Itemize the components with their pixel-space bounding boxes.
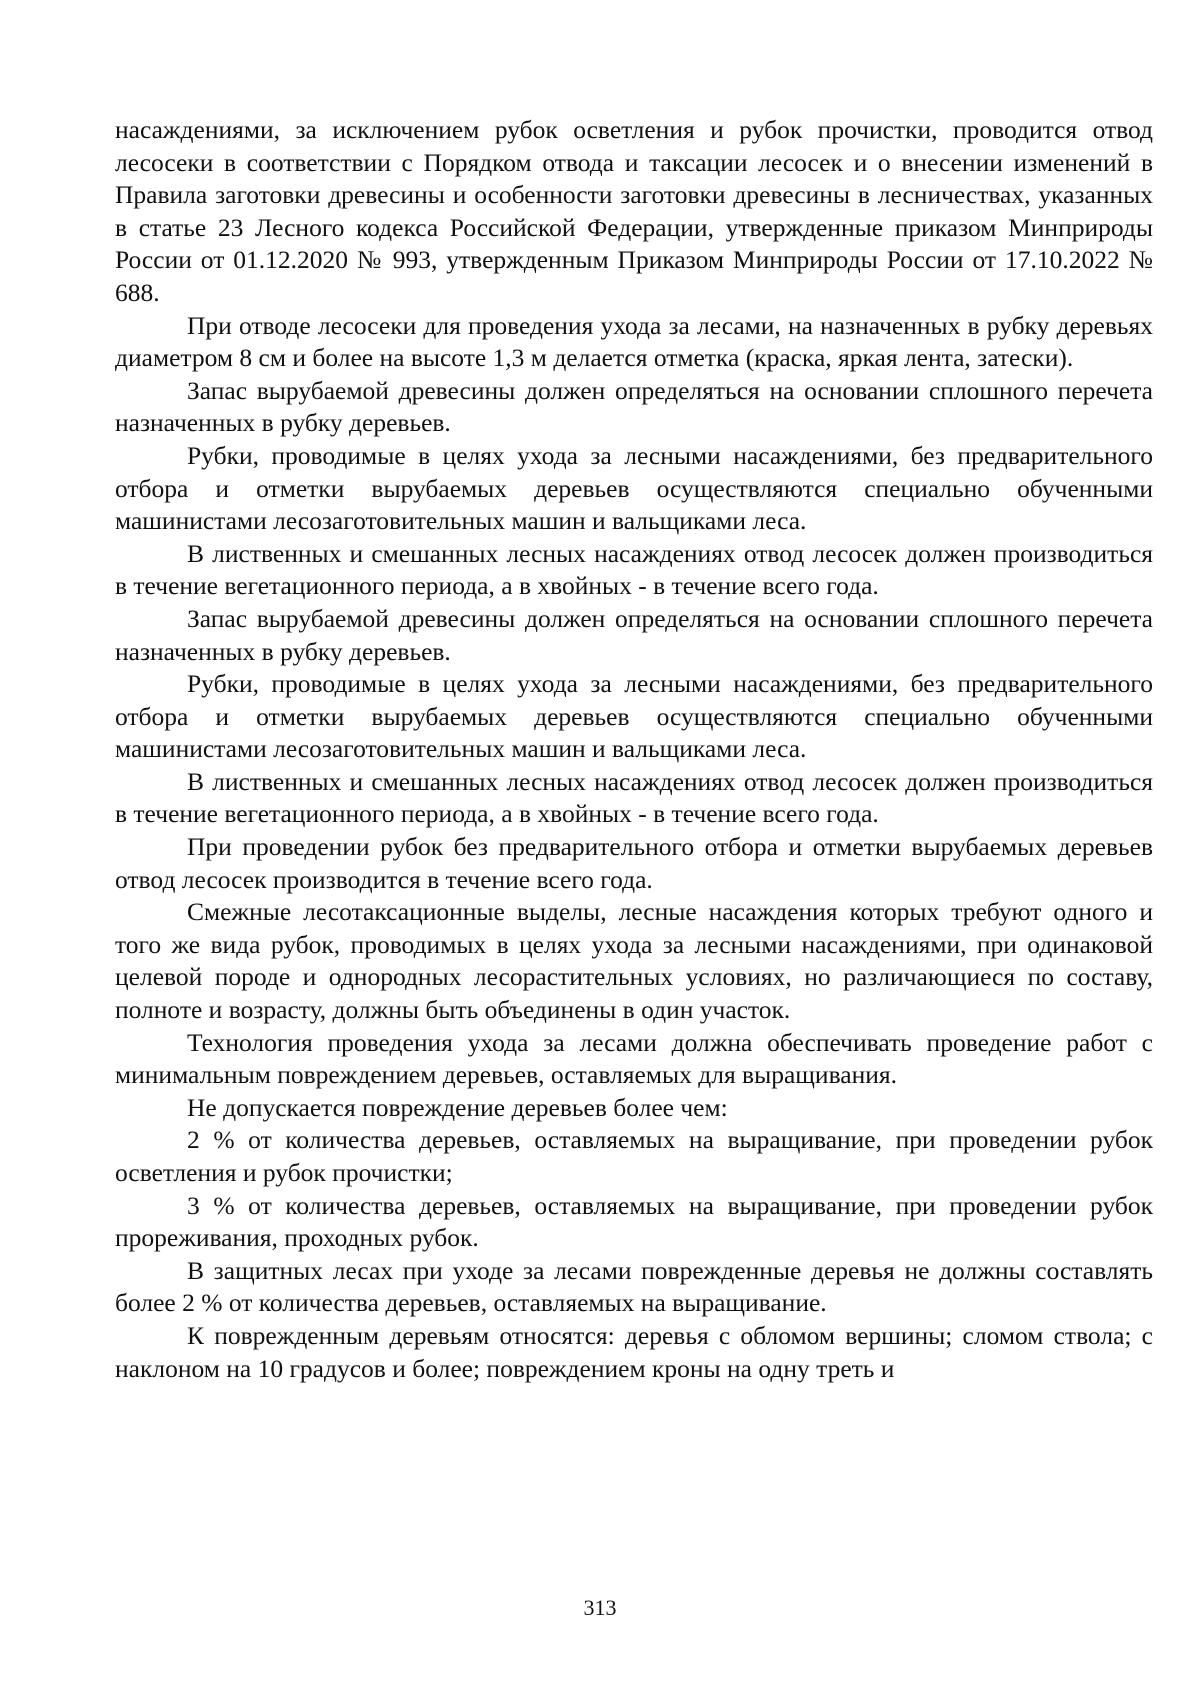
paragraph-technology: Технология проведения ухода за лесами должна обеспечивать проведение работ с минимальным повреждением деревьев, оставляемых для выращивания. [115,1027,1153,1090]
paragraph-damage-limit-3-percent: 3 % от количества деревьев, оставляемых на выращивание, при проведении рубок прореживания, проходных рубок. [115,1190,1153,1253]
paragraph-cutting-without-selection-repeat: Рубки, проводимые в целях ухода за лесными насаждениями, без предварительного отбора и отметки вырубаемых деревьев осуществляются специально обученными машинистами лесозаготовительных машин и вальщиками леса. [115,669,1153,764]
paragraph-adjacent-plots: Смежные лесотаксационные выделы, лесные насаждения которых требуют одного и того же вида рубок, проводимых в целях ухода за лесными насаждениями, при одинаковой целевой породе и однородных лесорастительных условиях, но различающиеся по составу, полноте и возрасту, должны быть объединены в один участок. [115,897,1153,1025]
paragraph-continuation: насаждениями, за исключением рубок осветления и рубок прочистки, проводится отвод лесосеки в соответствии с Порядком отвода и таксации лесосек и о внесении изменений в Правила заготовки древесины и особенности заготовки древесины в лесничествах, указанных в статье 23 Лесного кодекса Российской Федерации, утвержденные приказом Минприроды России от 01.12.2020 № 993, утвержденным Приказом Минприроды России от 17.10.2022 № 688. [115,115,1153,307]
paragraph-damaged-trees-definition: К поврежденным деревьям относятся: деревья с обломом вершины; сломом ствола; с наклоном на 10 градусов и более; повреждением кроны на одну треть и [115,1320,1153,1383]
body-text [115,114,1153,1385]
paragraph-year-round-allotment: При проведении рубок без предварительного отбора и отметки вырубаемых деревьев отвод лесосек производится в течение всего года. [115,832,1153,894]
paragraph-allotment-period-repeat: В лиственных и смешанных лесных насаждениях отвод лесосек должен производиться в течение вегетационного периода, а в хвойных - в течение всего года. [115,766,1153,829]
paragraph-protective-forests: В защитных лесах при уходе за лесами поврежденные деревья не должны составлять более 2 % от количества деревьев, оставляемых на выращивание. [115,1255,1153,1318]
paragraph-timber-volume: Запас вырубаемой древесины должен определяться на основании сплошного перечета назначенных в рубку деревьев. [115,375,1153,438]
paragraph-marking-trees: При отводе лесосеки для проведения ухода за лесами, на назначенных в рубку деревьях диаметром 8 см и более на высоте 1,3 м делается отметка (краска, яркая лента, затески). [115,310,1153,373]
paragraph-allotment-period: В лиственных и смешанных лесных насаждениях отвод лесосек должен производиться в течение вегетационного периода, а в хвойных - в течение всего года. [115,538,1153,601]
paragraph-damage-limit-2-percent: 2 % от количества деревьев, оставляемых на выращивание, при проведении рубок осветления и рубок прочистки; [115,1125,1153,1187]
paragraph-timber-volume-repeat: Запас вырубаемой древесины должен определяться на основании сплошного перечета назначенных в рубку деревьев. [115,603,1153,666]
paragraph-cutting-without-selection: Рубки, проводимые в целях ухода за лесными насаждениями, без предварительного отбора и отметки вырубаемых деревьев осуществляются специально обученными машинистами лесозаготовительных машин и вальщиками леса. [115,440,1153,536]
paragraph-damage-limit-intro: Не допускается повреждение деревьев более чем: [187,1092,728,1122]
page-number: 313 [583,1595,617,1620]
